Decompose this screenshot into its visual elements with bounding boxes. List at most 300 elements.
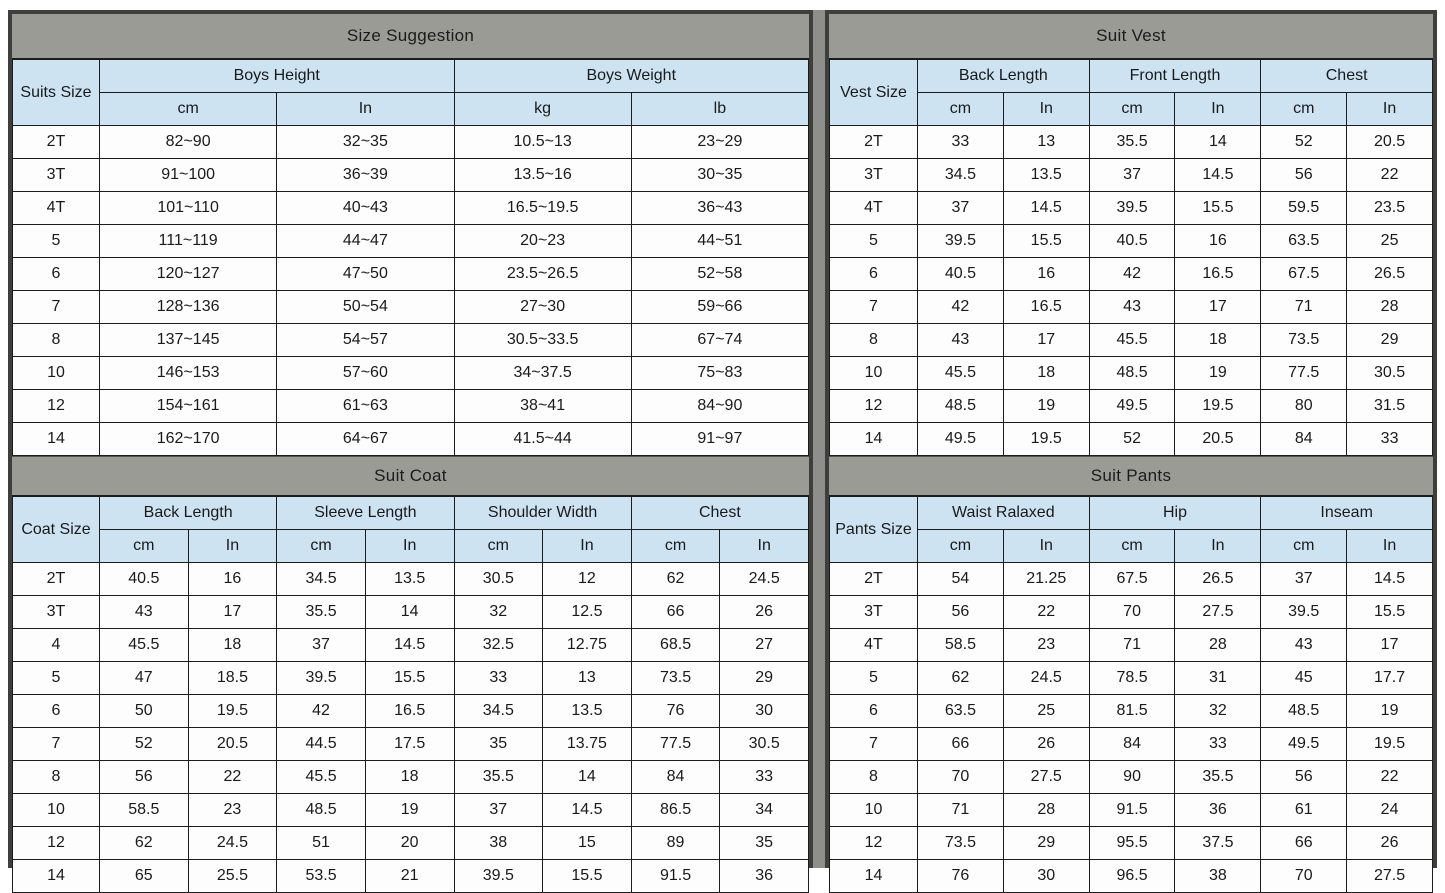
value-cell: 29	[1003, 827, 1089, 860]
value-cell: 120~127	[100, 258, 277, 291]
value-cell: 35.5	[1089, 126, 1175, 159]
suit-pants-table	[829, 496, 1433, 893]
value-cell: 71	[1089, 629, 1175, 662]
unit-header: In	[277, 93, 454, 126]
value-cell: 91.5	[1089, 794, 1175, 827]
suit-vest-body	[830, 126, 1433, 456]
value-cell: 32	[454, 596, 543, 629]
group-header-row	[830, 497, 1433, 530]
value-cell: 56	[1261, 761, 1347, 794]
table-row	[830, 423, 1433, 456]
group-header: Sleeve Length	[277, 497, 454, 530]
value-cell: 15.5	[1347, 596, 1433, 629]
table-row	[830, 860, 1433, 893]
value-cell: 49.5	[1089, 390, 1175, 423]
size-cell: 5	[13, 662, 100, 695]
table-row	[830, 662, 1433, 695]
value-cell: 13.5~16	[454, 159, 631, 192]
value-cell: 27~30	[454, 291, 631, 324]
unit-header: lb	[631, 93, 808, 126]
suit-pants-section	[829, 456, 1433, 893]
value-cell: 34	[720, 794, 809, 827]
table-row	[830, 126, 1433, 159]
size-cell: 10	[13, 357, 100, 390]
size-cell: 12	[13, 390, 100, 423]
table-row	[830, 629, 1433, 662]
value-cell: 33	[720, 761, 809, 794]
table-row	[830, 728, 1433, 761]
value-cell: 70	[1261, 860, 1347, 893]
value-cell: 19	[1347, 695, 1433, 728]
value-cell: 59~66	[631, 291, 808, 324]
value-cell: 66	[631, 596, 720, 629]
value-cell: 70	[918, 761, 1004, 794]
unit-header: cm	[100, 93, 277, 126]
size-suggestion-table	[12, 59, 809, 456]
table-row	[13, 728, 809, 761]
table-row	[13, 629, 809, 662]
value-cell: 40.5	[1089, 225, 1175, 258]
value-cell: 39.5	[277, 662, 366, 695]
value-cell: 45.5	[1089, 324, 1175, 357]
value-cell: 39.5	[918, 225, 1004, 258]
suit-coat-title: Suit Coat	[12, 456, 809, 496]
value-cell: 75~83	[631, 357, 808, 390]
unit-header: cm	[1261, 530, 1347, 563]
value-cell: 51	[277, 827, 366, 860]
value-cell: 17.5	[365, 728, 454, 761]
right-panel	[825, 10, 1437, 884]
value-cell: 128~136	[100, 291, 277, 324]
group-header: Chest	[1261, 60, 1433, 93]
value-cell: 49.5	[1261, 728, 1347, 761]
value-cell: 23~29	[631, 126, 808, 159]
value-cell: 64~67	[277, 423, 454, 456]
table-row	[830, 827, 1433, 860]
table-row	[13, 662, 809, 695]
size-cell: 4T	[830, 192, 918, 225]
value-cell: 65	[100, 860, 189, 893]
suit-pants-title: Suit Pants	[829, 456, 1433, 496]
value-cell: 20.5	[188, 728, 277, 761]
value-cell: 45.5	[277, 761, 366, 794]
size-cell: 5	[830, 225, 918, 258]
table-row	[13, 794, 809, 827]
value-cell: 71	[918, 794, 1004, 827]
size-cell: 4	[13, 629, 100, 662]
size-column-header: Coat Size	[13, 497, 100, 563]
value-cell: 37	[918, 192, 1004, 225]
value-cell: 84~90	[631, 390, 808, 423]
table-row	[13, 390, 809, 423]
unit-header: cm	[1089, 530, 1175, 563]
table-row	[13, 291, 809, 324]
value-cell: 24.5	[1003, 662, 1089, 695]
value-cell: 43	[100, 596, 189, 629]
value-cell: 111~119	[100, 225, 277, 258]
size-cell: 8	[830, 324, 918, 357]
value-cell: 32~35	[277, 126, 454, 159]
value-cell: 14	[543, 761, 632, 794]
size-suggestion-header	[13, 60, 809, 126]
value-cell: 42	[918, 291, 1004, 324]
value-cell: 52~58	[631, 258, 808, 291]
unit-header: cm	[1261, 93, 1347, 126]
value-cell: 27.5	[1003, 761, 1089, 794]
size-cell: 3T	[830, 159, 918, 192]
size-cell: 2T	[830, 563, 918, 596]
value-cell: 14.5	[1175, 159, 1261, 192]
value-cell: 36	[1175, 794, 1261, 827]
size-cell: 5	[830, 662, 918, 695]
value-cell: 47	[100, 662, 189, 695]
value-cell: 56	[100, 761, 189, 794]
value-cell: 21.25	[1003, 563, 1089, 596]
size-suggestion-section	[12, 14, 809, 456]
value-cell: 56	[918, 596, 1004, 629]
size-cell: 10	[830, 357, 918, 390]
value-cell: 18.5	[188, 662, 277, 695]
value-cell: 37.5	[1175, 827, 1261, 860]
unit-header: cm	[918, 93, 1004, 126]
value-cell: 24.5	[188, 827, 277, 860]
value-cell: 19	[1175, 357, 1261, 390]
table-row	[13, 357, 809, 390]
value-cell: 29	[720, 662, 809, 695]
value-cell: 24	[1347, 794, 1433, 827]
unit-header-row	[830, 530, 1433, 563]
size-cell: 3T	[13, 596, 100, 629]
table-row	[830, 794, 1433, 827]
value-cell: 30~35	[631, 159, 808, 192]
table-row	[13, 860, 809, 893]
value-cell: 30	[1003, 860, 1089, 893]
value-cell: 35.5	[277, 596, 366, 629]
value-cell: 77.5	[1261, 357, 1347, 390]
size-cell: 12	[830, 390, 918, 423]
unit-header: cm	[1089, 93, 1175, 126]
value-cell: 52	[1089, 423, 1175, 456]
value-cell: 22	[1347, 761, 1433, 794]
value-cell: 44~47	[277, 225, 454, 258]
unit-header: In	[1175, 93, 1261, 126]
value-cell: 28	[1003, 794, 1089, 827]
table-row	[830, 357, 1433, 390]
value-cell: 53.5	[277, 860, 366, 893]
value-cell: 20.5	[1347, 126, 1433, 159]
value-cell: 16.5	[1003, 291, 1089, 324]
value-cell: 13.75	[543, 728, 632, 761]
suit-vest-header	[830, 60, 1433, 126]
unit-header-row	[13, 530, 809, 563]
value-cell: 15.5	[1003, 225, 1089, 258]
group-header-row	[13, 497, 809, 530]
group-header: Front Length	[1089, 60, 1261, 93]
value-cell: 91.5	[631, 860, 720, 893]
value-cell: 90	[1089, 761, 1175, 794]
value-cell: 19.5	[1347, 728, 1433, 761]
size-cell: 6	[13, 695, 100, 728]
value-cell: 19.5	[1003, 423, 1089, 456]
value-cell: 19.5	[188, 695, 277, 728]
value-cell: 25.5	[188, 860, 277, 893]
value-cell: 73.5	[631, 662, 720, 695]
value-cell: 15	[543, 827, 632, 860]
value-cell: 39.5	[454, 860, 543, 893]
value-cell: 37	[1089, 159, 1175, 192]
value-cell: 39.5	[1261, 596, 1347, 629]
value-cell: 37	[1261, 563, 1347, 596]
table-row	[13, 423, 809, 456]
value-cell: 30.5	[720, 728, 809, 761]
size-cell: 2T	[830, 126, 918, 159]
value-cell: 25	[1003, 695, 1089, 728]
value-cell: 96.5	[1089, 860, 1175, 893]
size-cell: 8	[13, 324, 100, 357]
size-cell: 7	[13, 291, 100, 324]
value-cell: 76	[631, 695, 720, 728]
value-cell: 84	[631, 761, 720, 794]
value-cell: 16	[188, 563, 277, 596]
table-row	[830, 761, 1433, 794]
value-cell: 146~153	[100, 357, 277, 390]
value-cell: 68.5	[631, 629, 720, 662]
value-cell: 101~110	[100, 192, 277, 225]
value-cell: 15.5	[1175, 192, 1261, 225]
value-cell: 35	[720, 827, 809, 860]
table-row	[830, 225, 1433, 258]
group-header: Hip	[1089, 497, 1261, 530]
value-cell: 16.5	[1175, 258, 1261, 291]
unit-header: cm	[454, 530, 543, 563]
table-row	[13, 225, 809, 258]
size-suggestion-body	[13, 126, 809, 456]
value-cell: 44.5	[277, 728, 366, 761]
size-cell: 12	[13, 827, 100, 860]
value-cell: 19	[365, 794, 454, 827]
value-cell: 45.5	[100, 629, 189, 662]
unit-header: In	[1003, 530, 1089, 563]
value-cell: 27.5	[1175, 596, 1261, 629]
table-row	[13, 695, 809, 728]
panel-divider	[813, 10, 825, 868]
table-row	[830, 695, 1433, 728]
unit-header: In	[1347, 530, 1433, 563]
value-cell: 26.5	[1347, 258, 1433, 291]
value-cell: 154~161	[100, 390, 277, 423]
table-row	[830, 192, 1433, 225]
value-cell: 58.5	[100, 794, 189, 827]
size-cell: 2T	[13, 563, 100, 596]
value-cell: 76	[918, 860, 1004, 893]
value-cell: 81.5	[1089, 695, 1175, 728]
value-cell: 26	[720, 596, 809, 629]
size-cell: 7	[830, 291, 918, 324]
value-cell: 42	[277, 695, 366, 728]
value-cell: 23	[188, 794, 277, 827]
value-cell: 13.5	[1003, 159, 1089, 192]
value-cell: 77.5	[631, 728, 720, 761]
value-cell: 17	[1003, 324, 1089, 357]
value-cell: 45.5	[918, 357, 1004, 390]
value-cell: 48.5	[277, 794, 366, 827]
value-cell: 63.5	[1261, 225, 1347, 258]
suit-coat-table	[12, 496, 809, 893]
table-row	[13, 563, 809, 596]
value-cell: 14.5	[543, 794, 632, 827]
suit-pants-header	[830, 497, 1433, 563]
value-cell: 32	[1175, 695, 1261, 728]
size-cell: 5	[13, 225, 100, 258]
size-column-header: Vest Size	[830, 60, 918, 126]
value-cell: 38	[1175, 860, 1261, 893]
group-header: Inseam	[1261, 497, 1433, 530]
table-row	[13, 596, 809, 629]
value-cell: 22	[188, 761, 277, 794]
size-cell: 10	[830, 794, 918, 827]
value-cell: 17	[1347, 629, 1433, 662]
value-cell: 16	[1003, 258, 1089, 291]
size-cell: 3T	[13, 159, 100, 192]
value-cell: 39.5	[1089, 192, 1175, 225]
value-cell: 70	[1089, 596, 1175, 629]
value-cell: 10.5~13	[454, 126, 631, 159]
size-cell: 3T	[830, 596, 918, 629]
table-row	[13, 126, 809, 159]
value-cell: 67.5	[1089, 563, 1175, 596]
size-cell: 7	[830, 728, 918, 761]
table-row	[830, 596, 1433, 629]
value-cell: 13.5	[365, 563, 454, 596]
value-cell: 16.5~19.5	[454, 192, 631, 225]
value-cell: 43	[1089, 291, 1175, 324]
value-cell: 13.5	[543, 695, 632, 728]
group-header: Boys Height	[100, 60, 455, 93]
value-cell: 38	[454, 827, 543, 860]
value-cell: 15.5	[543, 860, 632, 893]
value-cell: 86.5	[631, 794, 720, 827]
unit-header: cm	[100, 530, 189, 563]
value-cell: 23.5~26.5	[454, 258, 631, 291]
value-cell: 26	[1003, 728, 1089, 761]
value-cell: 19.5	[1175, 390, 1261, 423]
table-row	[13, 827, 809, 860]
value-cell: 22	[1347, 159, 1433, 192]
value-cell: 19	[1003, 390, 1089, 423]
table-row	[830, 258, 1433, 291]
value-cell: 91~97	[631, 423, 808, 456]
size-cell: 6	[830, 695, 918, 728]
value-cell: 18	[365, 761, 454, 794]
unit-header: In	[365, 530, 454, 563]
value-cell: 28	[1347, 291, 1433, 324]
suit-vest-table	[829, 59, 1433, 456]
value-cell: 17	[1175, 291, 1261, 324]
value-cell: 47~50	[277, 258, 454, 291]
table-row	[830, 563, 1433, 596]
value-cell: 162~170	[100, 423, 277, 456]
unit-header: cm	[631, 530, 720, 563]
size-cell: 8	[830, 761, 918, 794]
unit-header: In	[1003, 93, 1089, 126]
value-cell: 14.5	[1003, 192, 1089, 225]
value-cell: 56	[1261, 159, 1347, 192]
value-cell: 12.75	[543, 629, 632, 662]
value-cell: 61~63	[277, 390, 454, 423]
value-cell: 22	[1003, 596, 1089, 629]
value-cell: 66	[1261, 827, 1347, 860]
value-cell: 40.5	[918, 258, 1004, 291]
value-cell: 20	[365, 827, 454, 860]
value-cell: 62	[918, 662, 1004, 695]
value-cell: 42	[1089, 258, 1175, 291]
value-cell: 13	[543, 662, 632, 695]
unit-header: In	[188, 530, 277, 563]
value-cell: 50~54	[277, 291, 454, 324]
size-cell: 14	[13, 860, 100, 893]
group-header: Chest	[631, 497, 808, 530]
unit-header: cm	[918, 530, 1004, 563]
value-cell: 63.5	[918, 695, 1004, 728]
value-cell: 61	[1261, 794, 1347, 827]
value-cell: 31.5	[1347, 390, 1433, 423]
value-cell: 23.5	[1347, 192, 1433, 225]
value-cell: 17	[188, 596, 277, 629]
value-cell: 35.5	[454, 761, 543, 794]
value-cell: 91~100	[100, 159, 277, 192]
value-cell: 54	[918, 563, 1004, 596]
suit-coat-section	[12, 456, 809, 893]
table-row	[13, 324, 809, 357]
value-cell: 23	[1003, 629, 1089, 662]
table-row	[13, 761, 809, 794]
value-cell: 37	[454, 794, 543, 827]
value-cell: 54~57	[277, 324, 454, 357]
value-cell: 35	[454, 728, 543, 761]
value-cell: 16	[1175, 225, 1261, 258]
value-cell: 30.5	[1347, 357, 1433, 390]
value-cell: 33	[454, 662, 543, 695]
value-cell: 38~41	[454, 390, 631, 423]
unit-header: kg	[454, 93, 631, 126]
value-cell: 84	[1089, 728, 1175, 761]
value-cell: 67~74	[631, 324, 808, 357]
value-cell: 21	[365, 860, 454, 893]
unit-header: In	[1175, 530, 1261, 563]
value-cell: 17.7	[1347, 662, 1433, 695]
size-cell: 7	[13, 728, 100, 761]
value-cell: 30	[720, 695, 809, 728]
value-cell: 33	[1347, 423, 1433, 456]
size-cell: 6	[830, 258, 918, 291]
size-suggestion-title: Size Suggestion	[12, 14, 809, 59]
unit-header-row	[830, 93, 1433, 126]
value-cell: 82~90	[100, 126, 277, 159]
table-row	[13, 159, 809, 192]
value-cell: 34~37.5	[454, 357, 631, 390]
value-cell: 41.5~44	[454, 423, 631, 456]
size-cell: 12	[830, 827, 918, 860]
value-cell: 59.5	[1261, 192, 1347, 225]
value-cell: 30.5~33.5	[454, 324, 631, 357]
value-cell: 73.5	[918, 827, 1004, 860]
value-cell: 36~39	[277, 159, 454, 192]
value-cell: 33	[1175, 728, 1261, 761]
value-cell: 62	[631, 563, 720, 596]
table-row	[13, 192, 809, 225]
value-cell: 18	[188, 629, 277, 662]
size-cell: 14	[830, 860, 918, 893]
